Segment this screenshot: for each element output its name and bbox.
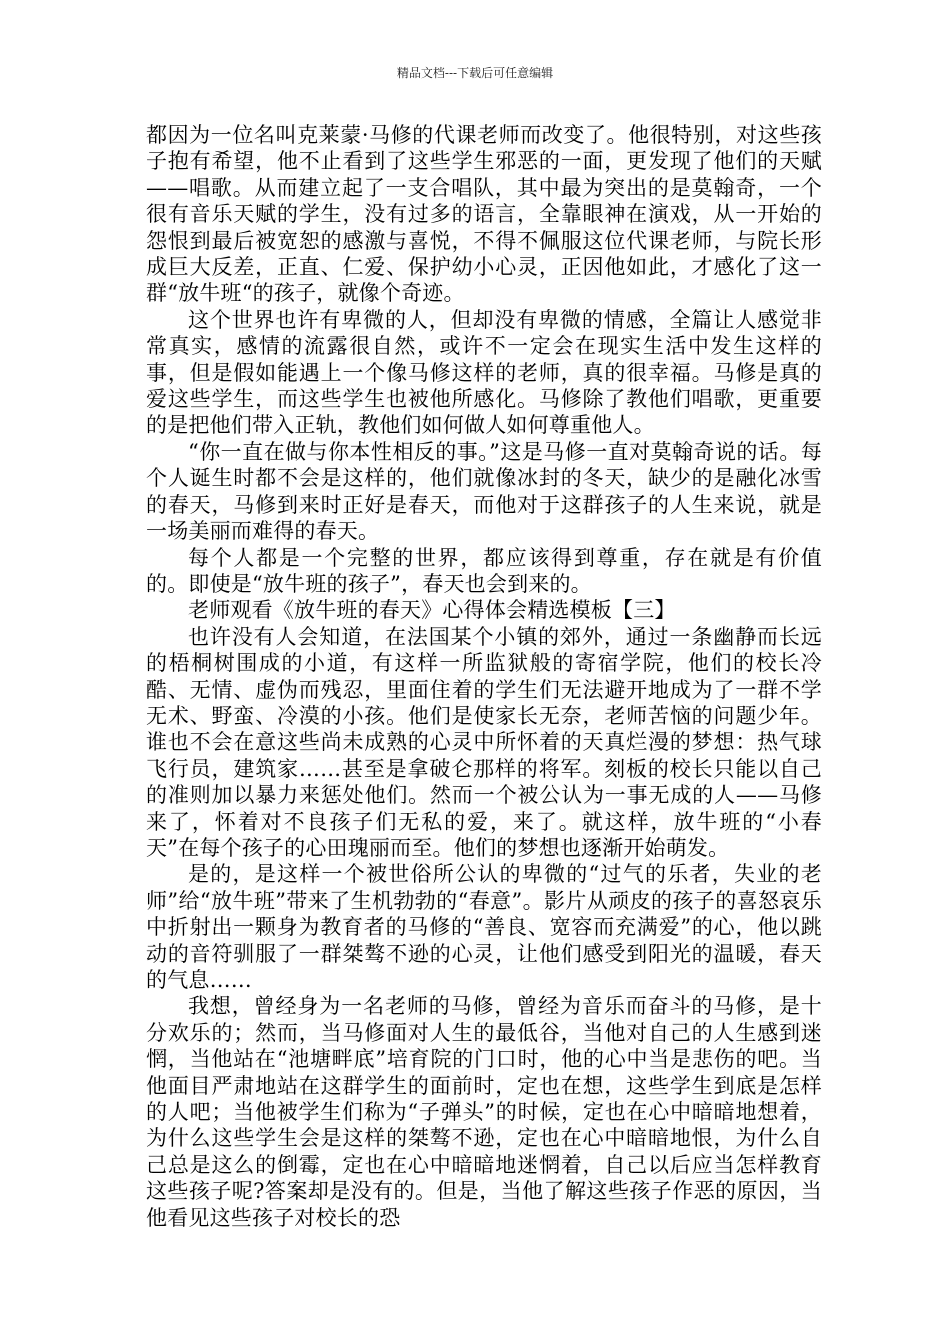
paragraph: 我想，曾经身为一名老师的马修，曾经为音乐而奋斗的马修，是十分欢乐的；然而，当马修面对人生的最低谷，当他对自己的人生感到迷惘，当他站在“池塘畔底”培育院的门口时，他的心中当是悲伤的吧。当他面目严肃地站在这群学生的面前时，定也在想，这些学生到底是怎样的人吧；当他被学生们称为“子弹头”的时候，定也在心中暗暗地想着，为什么这些学生会是这样的桀骜不逊，定也在心中暗暗地恨，为什么自己总是这么的倒霉，定也在心中暗暗地迷惘着，自己以后应当怎样教育这些孩子呢?答案却是没有的。但是，当他了解这些孩子作恶的原因，当他看见这些孩子对校长的恐 bbox=[146, 994, 822, 1230]
paragraph: 这个世界也许有卑微的人，但却没有卑微的情感，全篇让人感觉非常真实，感情的流露很自然，或许不一定会在现实生活中发生这样的事，但是假如能遇上一个像马修这样的老师，真的很幸福。马修是真的爱这些学生，而这些学生也被他所感化。马修除了教他们唱歌，更重要的是把他们带入正轨，教他们如何做人如何尊重他人。 bbox=[146, 307, 822, 438]
paragraph: 每个人都是一个完整的世界，都应该得到尊重，存在就是有价值的。即使是“放牛班的孩子”，春天也会到来的。 bbox=[146, 545, 822, 596]
paragraph: 也许没有人会知道，在法国某个小镇的郊外，通过一条幽静而长远的梧桐树围成的小道，有这样一所监狱般的寄宿学院，他们的校长冷酷、无情、虚伪而残忍，里面住着的学生们无法避开地成为了一群不学无术、野蛮、冷漠的小孩。他们是使家长无奈，老师苦恼的问题少年。谁也不会在意这些尚未成熟的心灵中所怀着的天真烂漫的梦想：热气球飞行员，建筑家……甚至是拿破仑那样的将军。刻板的校长只能以自己的准则加以暴力来惩处他们。然而一个被公认为一事无成的人——马修来了，怀着对不良孩子们无私的爱，来了。就这样，放牛班的“小春天”在每个孩子的心田瑰丽而至。他们的梦想也逐渐开始萌发。 bbox=[146, 624, 822, 860]
paragraph: 都因为一位名叫克莱蒙·马修的代课老师而改变了。他很特别，对这些孩子抱有希望，他不止看到了这些学生邪恶的一面，更发现了他们的天赋——唱歌。从而建立起了一支合唱队，其中最为突出的是莫翰奇，一个很有音乐天赋的学生，没有过多的语言，全靠眼神在演戏，从一开始的怨恨到最后被宽恕的感激与喜悦，不得不佩服这位代课老师，与院长形成巨大反差，正直、仁爱、保护幼小心灵，正因他如此，才感化了这一群“放牛班“的孩子，就像个奇迹。 bbox=[146, 123, 822, 306]
section-heading: 老师观看《放牛班的春天》心得体会精选模板【三】 bbox=[188, 598, 676, 623]
paragraph: “你一直在做与你本性相反的事。”这是马修一直对莫翰奇说的话。每个人诞生时都不会是这样的，他们就像冰封的冬天，缺少的是融化冰雪的春天，马修到来时正好是春天，而他对于这群孩子的人生来说，就是一场美丽而难得的春天。 bbox=[146, 439, 822, 544]
page-header: 精品文档---下载后可任意编辑 bbox=[396, 66, 554, 80]
document-body bbox=[146, 122, 822, 1231]
paragraph: 是的，是这样一个被世俗所公认的卑微的“过气的乐者，失业的老师”给“放牛班”带来了生机勃勃的“春意”。影片从顽皮的孩子的喜怒哀乐中折射出一颗身为教育者的马修的“善良、宽容而充满爱”的心，他以跳动的音符驯服了一群桀骜不逊的心灵，让他们感受到阳光的温暖，春天的气息…… bbox=[146, 862, 822, 992]
